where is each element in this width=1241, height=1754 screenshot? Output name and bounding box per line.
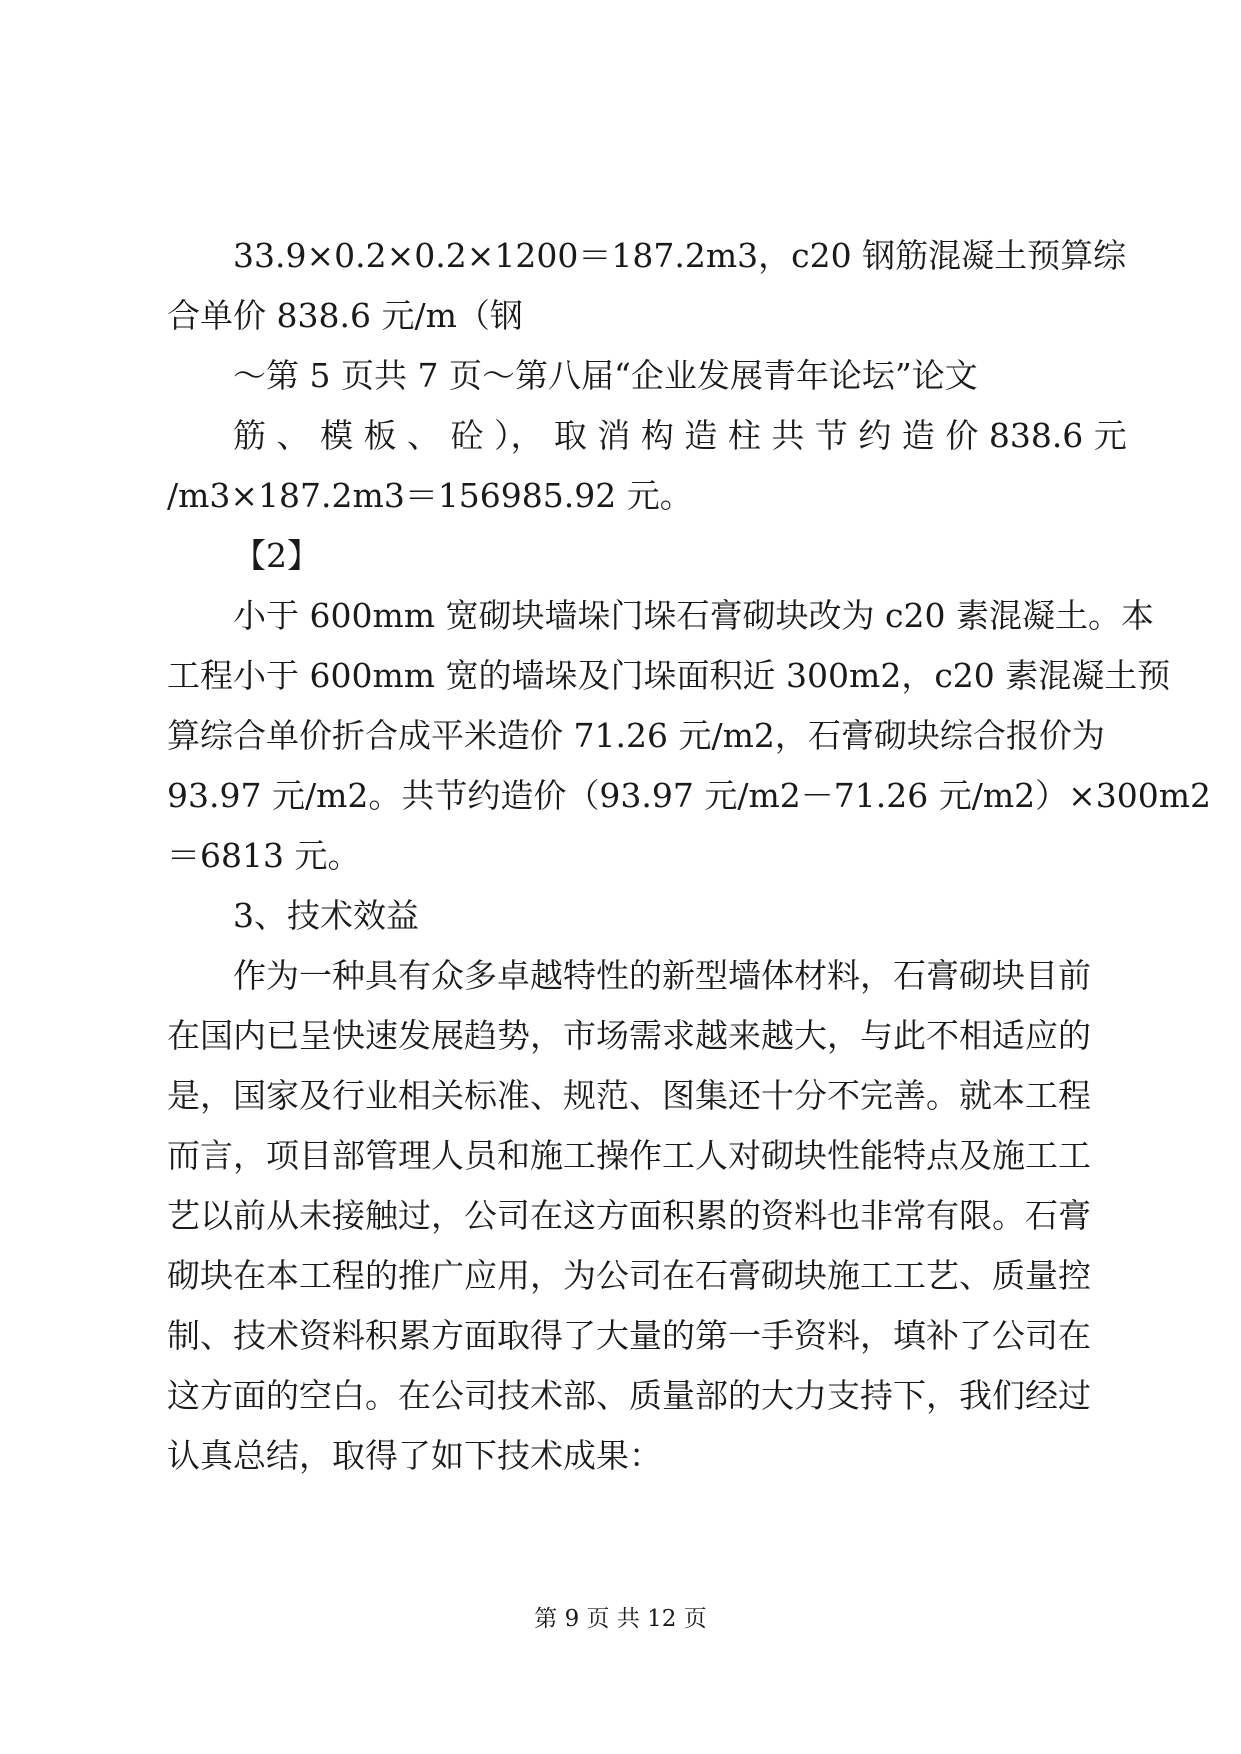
section-heading: 3、技术效益 (233, 896, 419, 935)
text-line: ＝6813 元。 (167, 836, 361, 875)
text-line: 认真总结，取得了如下技术成果： (167, 1436, 662, 1475)
section-heading: 【2】 (233, 536, 320, 575)
text-line: 工程小于 600mm 宽的墙垛及门垛面积近 300m2，c20 素混凝土预 (167, 656, 1171, 695)
text-line: 在国内已呈快速发展趋势，市场需求越来越大，与此不相适应的 (167, 1016, 1091, 1055)
text-line: 筋 、 模 板 、 砼 ）， 取 消 构 造 柱 共 节 约 造 价 838.6 元 (233, 416, 1127, 455)
text-line: 93.97 元/m2。共节约造价（93.97 元/m2－71.26 元/m2）×300m2 (167, 776, 1212, 815)
text-line: 砌块在本工程的推广应用，为公司在石膏砌块施工工艺、质量控 (167, 1256, 1091, 1295)
text-line: ～第 5 页共 7 页～第八届“企业发展青年论坛”论文 (233, 356, 978, 395)
text-line: 算综合单价折合成平米造价 71.26 元/m2，石膏砌块综合报价为 (167, 716, 1105, 755)
page-footer: 第 9 页 共 12 页 (534, 1606, 707, 1632)
text-line: 小于 600mm 宽砌块墙垛门垛石膏砌块改为 c20 素混凝土。本 (233, 596, 1155, 635)
text-line: 这方面的空白。在公司技术部、质量部的大力支持下，我们经过 (167, 1376, 1091, 1415)
text-line: 而言，项目部管理人员和施工操作工人对砌块性能特点及施工工 (167, 1136, 1091, 1175)
text-line: 制、技术资料积累方面取得了大量的第一手资料，填补了公司在 (167, 1316, 1091, 1355)
document-body (167, 226, 1212, 1486)
text-line: /m3×187.2m3＝156985.92 元。 (167, 476, 693, 515)
text-line: 艺以前从未接触过，公司在这方面积累的资料也非常有限。石膏 (167, 1196, 1091, 1235)
text-line: 33.9×0.2×0.2×1200＝187.2m3，c20 钢筋混凝土预算综 (233, 236, 1127, 275)
text-line: 是，国家及行业相关标准、规范、图集还十分不完善。就本工程 (167, 1076, 1091, 1115)
text-line: 合单价 838.6 元/m（钢 (167, 296, 523, 335)
text-line: 作为一种具有众多卓越特性的新型墙体材料，石膏砌块目前 (233, 956, 1091, 995)
